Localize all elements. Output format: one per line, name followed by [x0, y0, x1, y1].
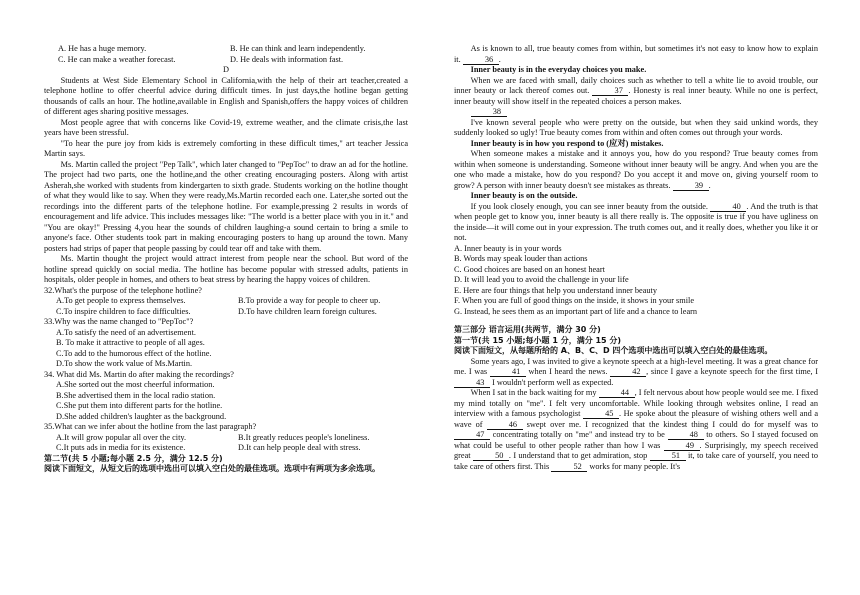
choice-option: B. Words may speak louder than actions — [454, 254, 588, 263]
question-option: C.She put them into different parts for the hotline. — [56, 401, 223, 410]
question-option: A.To get people to express themselves. — [56, 296, 186, 305]
passage-text: Some years ago, I was invited to give a keynote speech at a high-level meeting. It was a great chance for me. I was — [454, 356, 818, 376]
answer-blank[interactable]: 37 — [592, 86, 628, 96]
section-instruction: 阅读下面短文，从每题所给的 A、B、C、D 四个选项中选出可以填入空白处的最佳选项。 — [454, 346, 773, 355]
passage-paragraph: Ms. Martin thought the project would attract interest from people near the school. But word of the hotline spread quickly on social media. The hotline has become popular with stressed adults, patients in hospitals, older people in homes, and others to beat stress by hearing the happy voices of children. — [44, 254, 408, 284]
answer-blank[interactable]: 40 — [710, 202, 746, 212]
choice-option: A. Inner beauty is in your words — [454, 243, 562, 253]
passage-text: it, to take care of yourself, you need to take care of others first. This — [454, 451, 818, 471]
passage-heading: Inner beauty is in how you respond to (应对) mistakes. — [470, 138, 664, 148]
passage-text: . I understand that to get admiration, stop — [508, 451, 648, 460]
answer-blank[interactable]: 38 — [471, 107, 507, 117]
answer-blank[interactable]: 45 — [583, 409, 619, 419]
question-option: B.It greatly reduces people's loneliness. — [238, 432, 370, 442]
passage-text: works for many people. It's — [589, 461, 681, 471]
part-title: 第三部分 语言运用(共两节，满分 30 分) — [454, 325, 601, 334]
question-stem: 34. What did Ms. Martin do after making the recordings? — [44, 369, 234, 379]
answer-blank[interactable]: 47 — [454, 430, 490, 440]
question-options-row — [44, 296, 408, 307]
question-option: B. To make it attractive to people of all ages. — [56, 338, 205, 347]
question-option: C.It puts ads in media for its existence. — [56, 443, 186, 452]
section-instruction: 阅读下面短文，从短文后的选项中选出可以填入空白处的最佳选项。选项中有两项为多余选项。 — [44, 464, 380, 473]
answer-blank[interactable]: 52 — [551, 462, 587, 472]
passage-text: When I sat in the back waiting for my — [470, 388, 597, 397]
passage-paragraph: "To hear the pure joy from kids is extremely comforting in these difficult times," art teacher Jessica Martin says. — [44, 138, 408, 158]
cloze-paragraph — [454, 357, 818, 389]
passage-paragraph — [454, 202, 818, 244]
question-option: D.She added children's laughter as the background. — [56, 411, 227, 421]
spacer — [454, 317, 818, 325]
choice-option: D. It will lead you to avoid the challenge in your life — [454, 275, 629, 284]
choice-option: F. When you are full of good things on the inside, it shows in your smile — [454, 296, 695, 305]
passage-text: When we are faced with small, daily choices such as whether to tell a white lie to avoid trouble, our inner beauty or lack thereof comes out. — [454, 75, 818, 95]
passage-paragraph: Most people agree that with concerns like Covid-19, extreme weather, and the climate crisis,the last years have been stressful. — [44, 117, 408, 137]
answer-blank[interactable]: 49 — [664, 441, 700, 451]
choice-option: C. Good choices are based on an honest heart — [454, 264, 605, 274]
passage-text: . Surprisingly, my speech received great — [454, 440, 818, 460]
passage-paragraph: As is known to all, true beauty comes from within, but sometimes it's not easy to know how to explain it. 36 . — [454, 44, 818, 64]
passage-heading: Inner beauty is in the everyday choices you make. — [470, 65, 647, 74]
question-option: A.She sorted out the most cheerful information. — [56, 380, 215, 389]
choice-option: G. Instead, he sees them as an important part of life and a chance to learn — [454, 306, 698, 316]
answer-blank[interactable]: 36 — [463, 55, 499, 65]
answer-blank[interactable]: 42 — [610, 367, 646, 377]
passage-text: concentrating totally on "me" and instead try to be — [492, 430, 665, 439]
prev-option-d: D. He deals with information fast. — [230, 54, 344, 64]
answer-blank[interactable]: 48 — [668, 430, 704, 440]
left-column — [44, 44, 408, 475]
prev-option-c: C. He can make a weather forecast. — [58, 54, 176, 64]
question-stem: 32.What's the purpose of the telephone hotline? — [44, 285, 202, 295]
question-options-row — [44, 307, 408, 318]
question-options-row — [44, 443, 408, 454]
answer-blank[interactable]: 39 — [673, 181, 709, 191]
passage-text: When someone makes a mistake and it annoys you, how do you respond? True beauty comes from within when someone is understanding. Someone without inner beauty will be angry. And when you are the one who made a mistake, how do you respond? Do you accept it and move on, giving yourself room to grow? A person with inner beauty doesn't see mistakes as threats. — [454, 149, 818, 190]
answer-blank[interactable]: 46 — [487, 420, 523, 430]
question-option: B.To provide a way for people to cheer up. — [238, 296, 381, 305]
answer-blank[interactable]: 50 — [473, 451, 509, 461]
question-option: C.To inspire children to face difficulties. — [56, 306, 191, 316]
question-stem: 35.What can we infer about the hotline from the last paragraph? — [44, 422, 257, 431]
prev-options-row-2 — [44, 55, 408, 66]
passage-text: . Honesty is real inner beauty. While no one is perfect, inner beauty will show itself in the repeated choices a person makes. — [454, 86, 819, 106]
passage-text: , I felt nervous about how people would see me. I fixed my mind totally on "me". I felt very uncomfortable. While looking through websites online, I read an interview with a famous psychologist — [454, 388, 818, 418]
passage-paragraph: I've known several people who were pretty on the outside, but when they said unkind words, they suddenly looked so ugly! True beauty comes from within and often comes out through your words. — [454, 117, 818, 137]
passage-heading: Inner beauty is on the outside. — [470, 191, 578, 200]
question-stem: 33.Why was the name changed to "PepToc"? — [44, 317, 194, 326]
question-option: A.To satisfy the need of an advertisement. — [56, 327, 196, 337]
prev-option-b: B. He can think and learn independently. — [230, 44, 366, 53]
right-column — [454, 44, 818, 472]
question-option: C.To add to the humorous effect of the hotline. — [56, 348, 212, 358]
passage-text: I wouldn't perform well as expected. — [492, 377, 614, 387]
section-title: 第一节(共 15 小题;每小题 1 分，满分 15 分) — [454, 335, 622, 345]
choice-option: E. Here are four things that help you understand inner beauty — [454, 285, 657, 295]
question-options-row — [44, 433, 408, 444]
passage-text: . He spoke about the pleasure of wishing others well and a wave of — [454, 409, 818, 429]
passage-text: . And the truth is that when people get to know you, inner beauty is all there really is. The opposite is true if you have ugliness on the inside—it will come out in your expression. The truth comes out, and it really does, whether you like it or not. — [454, 201, 818, 242]
question-option: A.It will grow popular all over the city. — [56, 432, 187, 442]
passage-paragraph — [454, 107, 818, 118]
section-title: 第二节(共 5 小题;每小题 2.5 分，满分 12.5 分) — [44, 453, 223, 463]
question-option: D.To show the work value of Ms.Martin. — [56, 359, 193, 368]
passage-text: As is known to all, true beauty comes from within, but sometimes it's not easy to know how to explain it. — [454, 44, 818, 64]
passage-text: swept over me. I recognized that the kindest thing I could do for myself was to — [526, 419, 818, 429]
prev-option-a: A. He has a huge memory. — [58, 44, 147, 53]
passage-paragraph: Students at West Side Elementary School in California,with the help of their art teacher,created a telephone hotline to offer cheerful advice during difficult times. In just days,the hotline began getting thousands of calls an hour. The hotline,available in English and Spanish,offers the happy voices of children of different ages sharing positive messages. — [44, 75, 408, 116]
passage-text: If you look closely enough, you can see inner beauty from the outside. — [470, 201, 708, 211]
passage-text: , since I gave a keynote speech for the first time, I — [646, 367, 819, 376]
cloze-paragraph — [454, 388, 818, 472]
answer-blank[interactable]: 41 — [490, 367, 526, 377]
passage-paragraph: When someone makes a mistake and it annoys you, how do you respond? True beauty comes from within when someone is understanding. Someone without inner beauty will be angry. And when you are the one who made a mistake, how do you respond? Do you accept it and move on, giving yourself room to grow? A person with inner beauty doesn't see mistakes as threats. 39 . — [454, 149, 818, 190]
answer-blank[interactable]: 43 — [454, 378, 490, 388]
section-letter: D — [223, 65, 229, 74]
question-option: D.It can help people deal with stress. — [238, 443, 361, 452]
answer-blank[interactable]: 51 — [650, 451, 686, 461]
passage-paragraph: Ms. Martin called the project "Pep Talk", which later changed to "PepToc" to draw an ad for the hotline. The project had two parts, one the hotline,and the other creating encouraging posters. Along with artist Asherah,she worked with students from kindergarten to sixth grade. Students working on the hotline thought of what they would like to say. When they were ready,Ms.Martin recorded each one. Later,she sorted out the recordings into the different parts of the telephone hotline. For example,pressing 2 results in words of encouragement and life advice. This includes messages like: "The world is a better place with you in it." and "You are okay!" Pressing 4,you hear the sounds of children laughing-a sound certain to bring a smile to anyone's face. Other students took part in making encouraging posters to hang up around the town. Many posters had strips of paper that people passing by could tear off and take with them. — [44, 159, 408, 253]
answer-blank[interactable]: 44 — [599, 388, 635, 398]
passage-text: to others. So I stayed focused on what could be useful to other people rather than how I was — [454, 430, 819, 450]
question-option: B.She advertised them in the local radio station. — [56, 390, 216, 400]
prev-options-row-1 — [44, 44, 408, 55]
passage-paragraph — [454, 76, 818, 108]
question-option: D.To have children learn foreign cultures. — [238, 306, 377, 316]
passage-text: when I heard the news. — [528, 367, 608, 376]
